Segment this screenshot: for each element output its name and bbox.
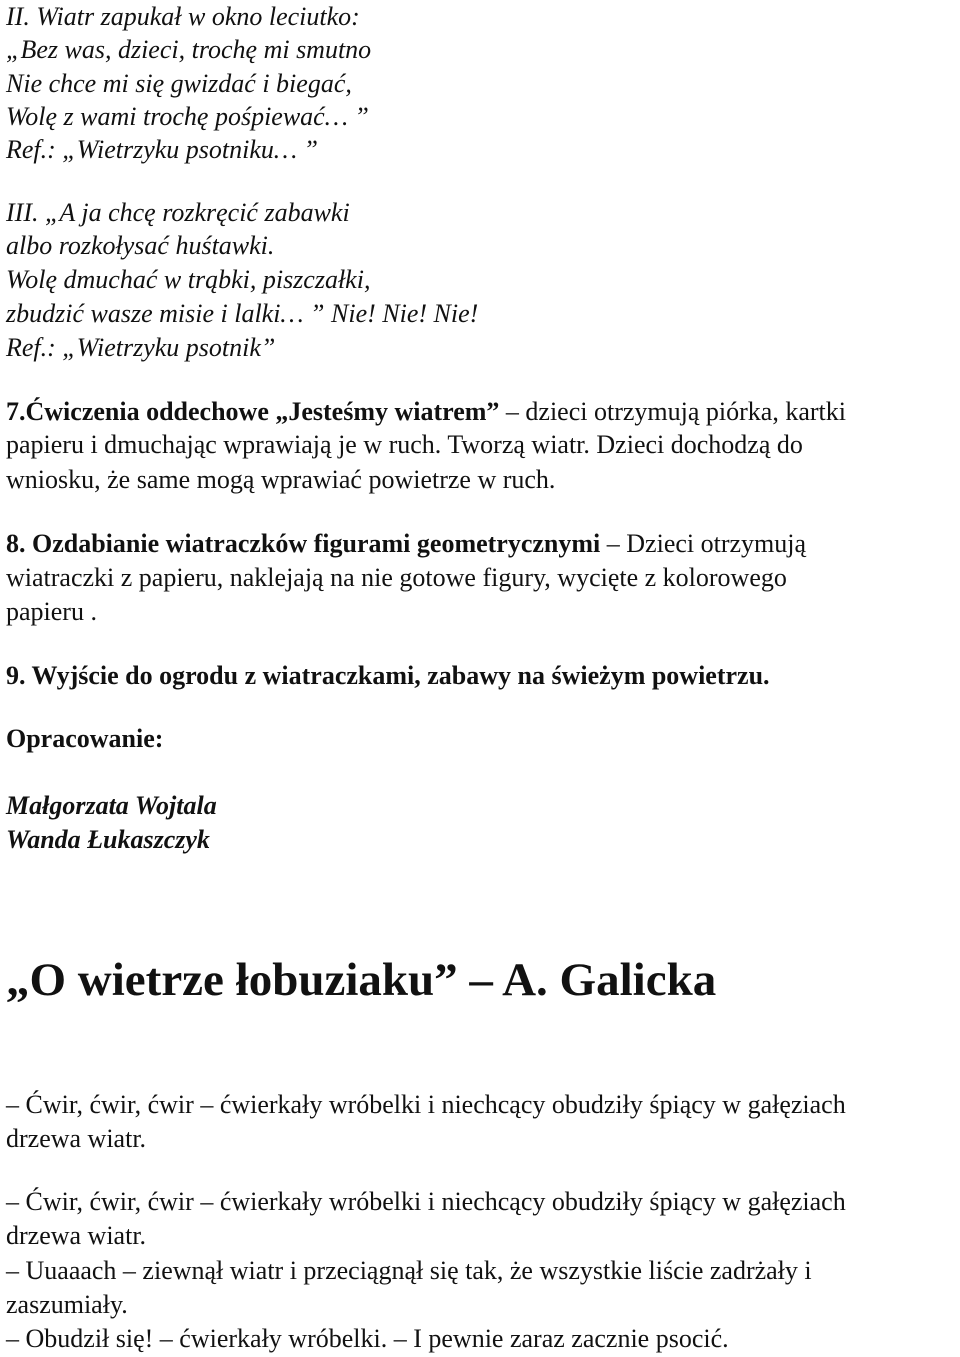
item-7-line-1: [6, 395, 846, 429]
author-1: Małgorzata Wojtala: [6, 791, 217, 820]
item-8-text: – Dzieci otrzymują: [600, 529, 807, 558]
item-8-line-3: papieru .: [6, 597, 97, 626]
author-2: Wanda Łukaszczyk: [6, 825, 210, 854]
verse3-line-3: Wolę dmuchać w trąbki, piszczałki,: [6, 265, 371, 294]
story-paragraph-4-line-1: – Obudził się! – ćwierkały wróbelki. – I pewnie zaraz zacznie psocić.: [6, 1324, 729, 1353]
story-paragraph-2-line-2: drzewa wiatr.: [6, 1221, 147, 1250]
verse3-line-2: albo rozkołysać huśtawki.: [6, 231, 275, 260]
verse2-refrain: Ref.: „Wietrzyku psotniku… ”: [6, 135, 318, 164]
story-paragraph-1-line-1: – Ćwir, ćwir, ćwir – ćwierkały wróbelki i niechcący obudziły śpiący w gałęziach: [6, 1090, 846, 1119]
item-9-heading: 9. Wyjście do ogrodu z wiatraczkami, zabawy na świeżym powietrzu.: [6, 661, 770, 690]
verse2-line-3: Nie chce mi się gwizdać i biegać,: [6, 69, 352, 98]
item-7-line-3: wniosku, że same mogą wprawiać powietrze w ruch.: [6, 465, 556, 494]
verse2-line-2: „Bez was, dzieci, trochę mi smutno: [6, 35, 372, 64]
verse2-line-4: Wolę z wami trochę pośpiewać… ”: [6, 102, 369, 131]
verse3-refrain: Ref.: „Wietrzyku psotnik”: [6, 333, 276, 362]
verse2-line-1: II. Wiatr zapukał w okno leciutko:: [6, 2, 360, 31]
story-paragraph-3-line-1: – Uuaaach – ziewnął wiatr i przeciągnął się tak, że wszystkie liście zadrżały i: [6, 1256, 812, 1285]
credits-label: Opracowanie:: [6, 724, 164, 753]
story-paragraph-3-line-2: zaszumiały.: [6, 1290, 128, 1319]
verse3-line-1: III. „A ja chcę rozkręcić zabawki: [6, 198, 350, 227]
item-7-heading: 7.Ćwiczenia oddechowe „Jesteśmy wiatrem”: [6, 397, 500, 426]
item-8-line-1: [6, 527, 806, 561]
item-7-text: – dzieci otrzymują piórka, kartki: [499, 397, 846, 426]
item-7-line-2: papieru i dmuchając wprawiają je w ruch. Tworzą wiatr. Dzieci dochodzą do: [6, 430, 803, 459]
item-8-heading: 8. Ozdabianie wiatraczków figurami geometrycznymi: [6, 529, 601, 558]
story-paragraph-1-line-2: drzewa wiatr.: [6, 1124, 147, 1153]
story-title: „O wietrze łobuziaku” – A. Galicka: [6, 954, 717, 1006]
item-8-line-2: wiatraczki z papieru, naklejają na nie gotowe figury, wycięte z kolorowego: [6, 563, 787, 592]
verse3-line-4: zbudzić wasze misie i lalki… ” Nie! Nie! Nie!: [6, 299, 479, 328]
story-paragraph-2-line-1: – Ćwir, ćwir, ćwir – ćwierkały wróbelki i niechcący obudziły śpiący w gałęziach: [6, 1187, 846, 1216]
